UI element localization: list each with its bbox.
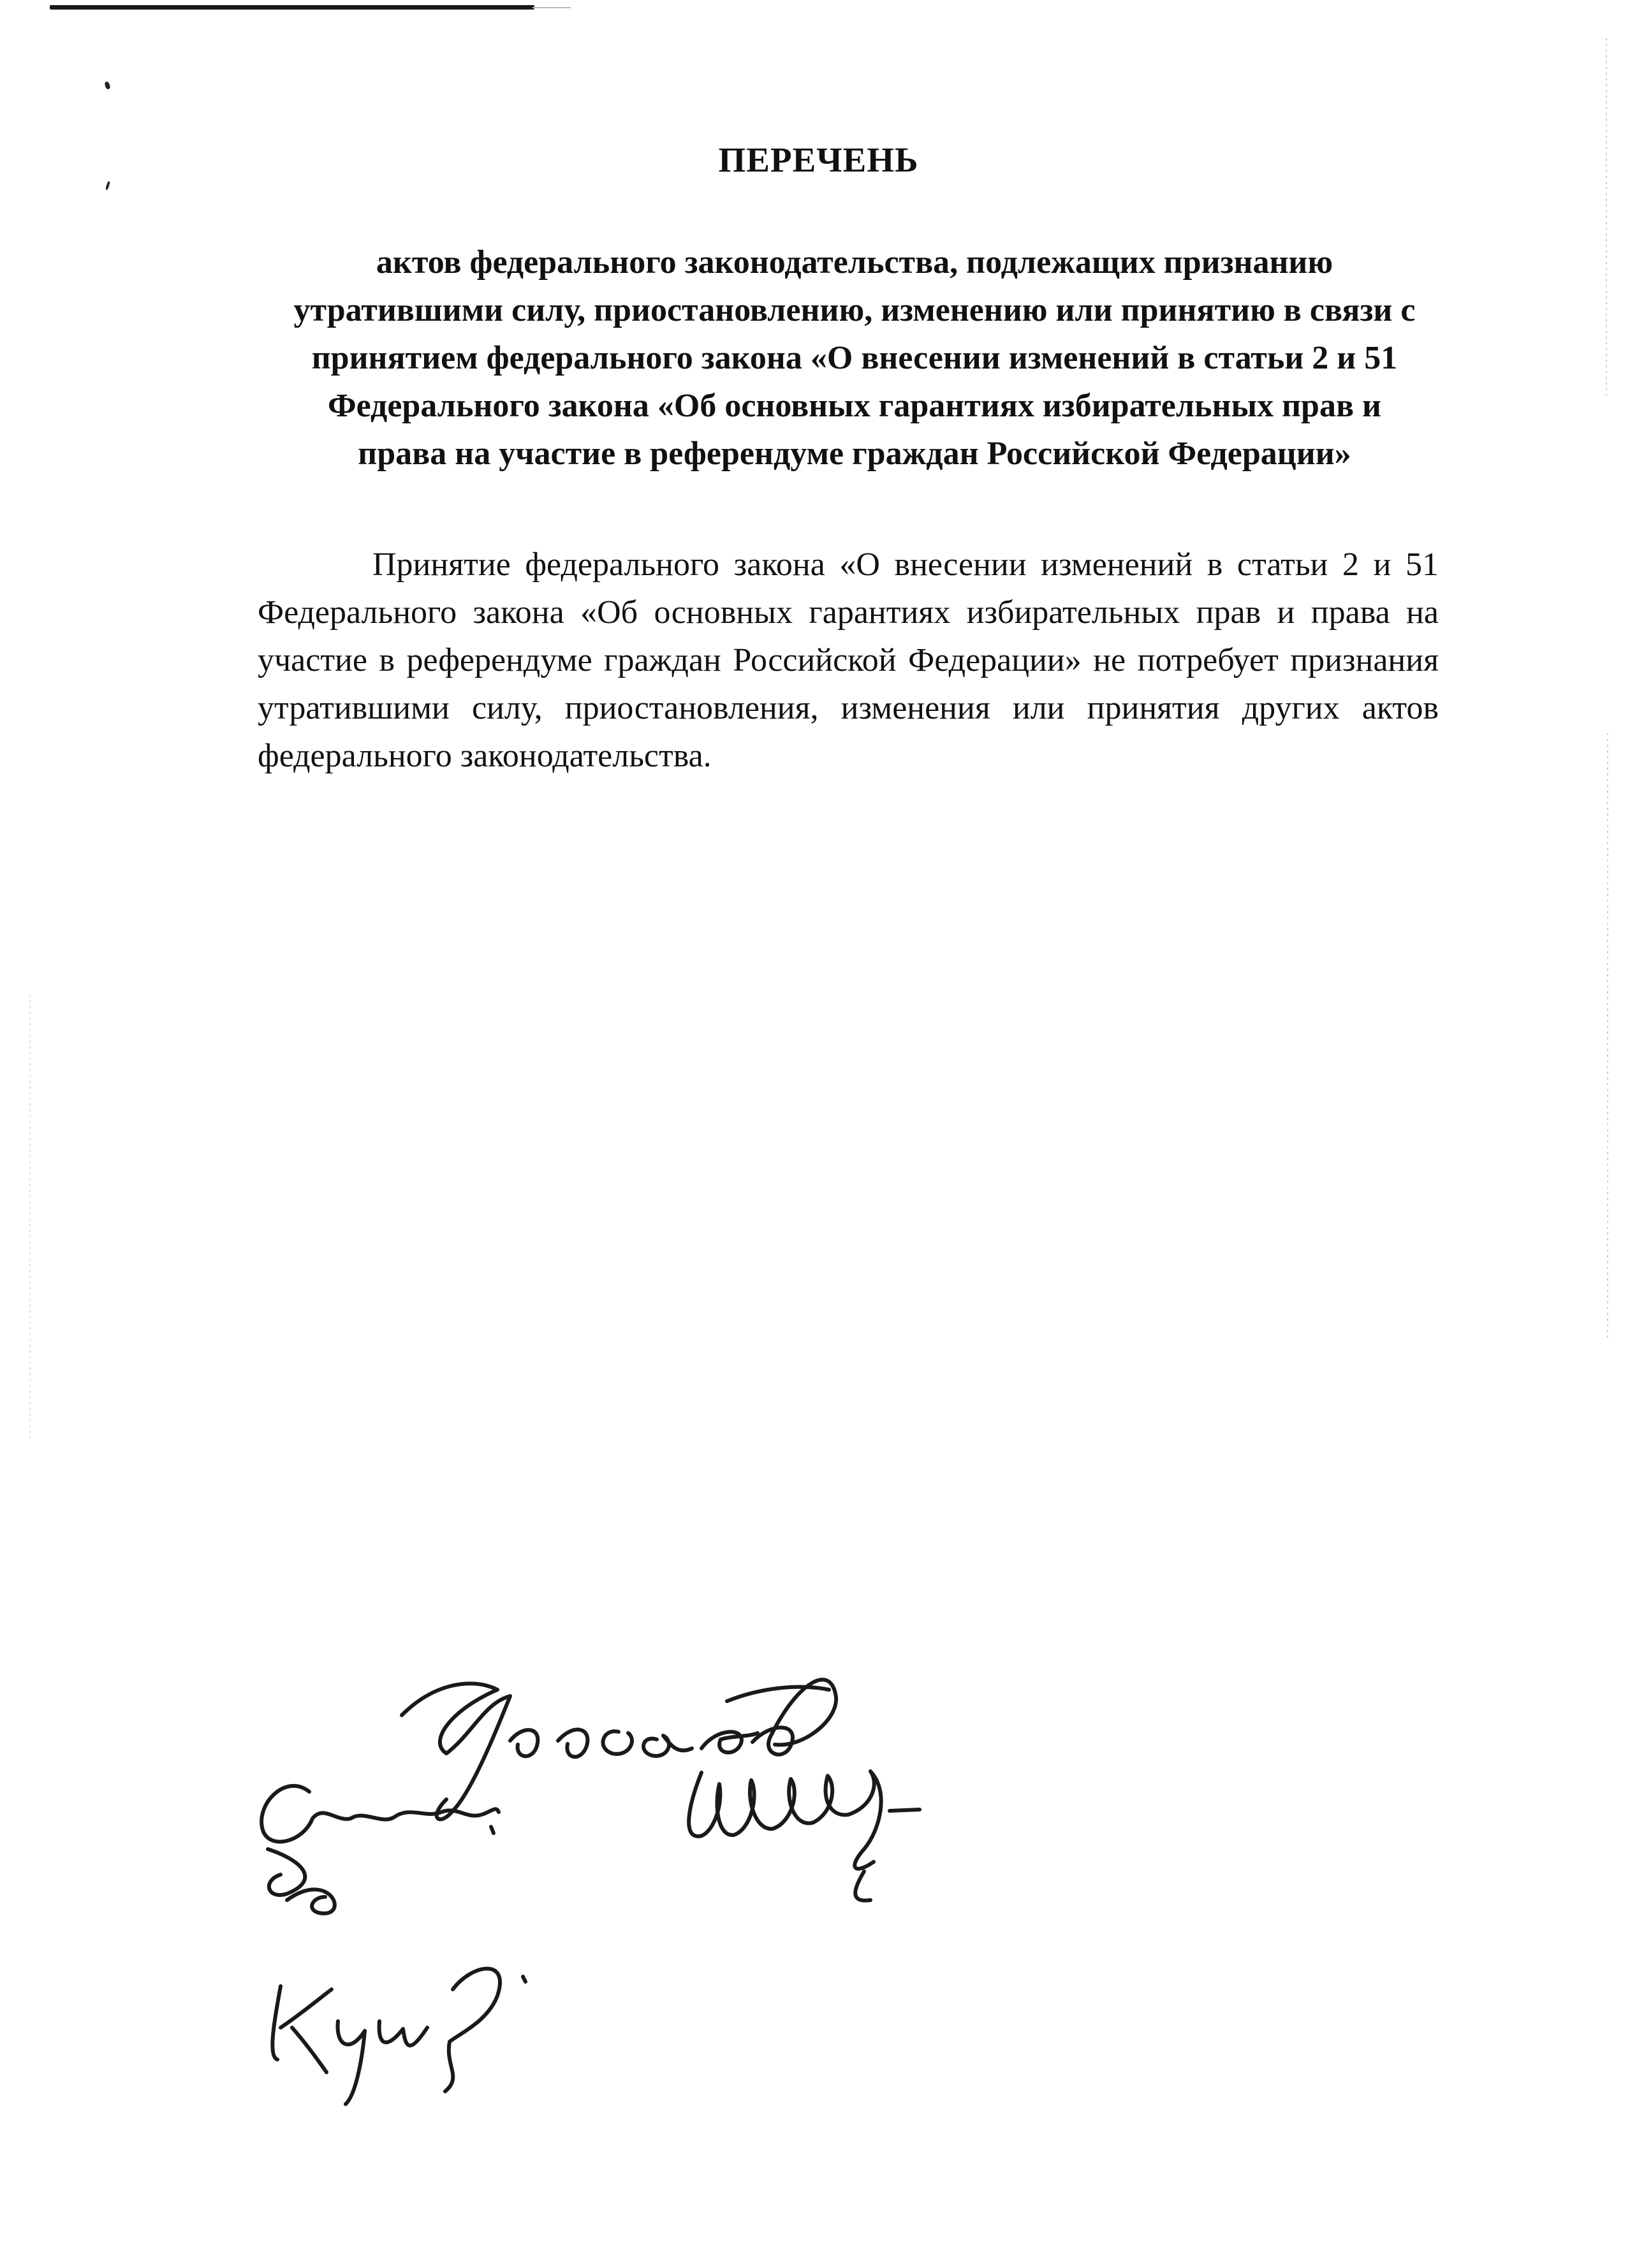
signatures-block <box>242 1581 1046 2155</box>
scan-speck <box>105 181 110 191</box>
subtitle-line: принятием федерального закона «О внесении изменений в статьи 2 и 51 <box>311 340 1398 376</box>
scan-edge-mark <box>29 995 31 1441</box>
subtitle-line: Федерального закона «Об основных гарантиях избирательных прав и <box>327 388 1382 424</box>
signature-3 <box>689 1771 920 1901</box>
scan-speck <box>104 81 111 90</box>
subtitle-line: актов федерального законодательства, подлежащих признанию <box>376 244 1333 281</box>
signature-4 <box>272 1969 525 2105</box>
document-title: ПЕРЕЧЕНЬ <box>718 140 919 179</box>
handwritten-signatures <box>242 1581 1046 2155</box>
document-subtitle <box>255 238 1454 478</box>
subtitle-line: права на участие в референдуме граждан Российской Федерации» <box>358 435 1351 472</box>
scan-edge-mark <box>1606 38 1607 395</box>
document-body: Принятие федерального закона «О внесении изменений в статьи 2 и 51 Федерального закона «Об основных гарантиях избирательных прав и права на участие в референдуме граждан Российской Федерации» не потребует признания утратившими силу, приостановления, изменения или принятия других актов федерального законодательства. <box>258 546 1439 774</box>
subtitle-line: утратившими силу, приостановлению, изменению или принятию в связи с <box>293 292 1416 328</box>
signature-2 <box>261 1786 499 1913</box>
signature-1 <box>402 1679 836 1819</box>
top-scan-rule-tail <box>532 7 571 8</box>
top-scan-rule <box>50 5 534 10</box>
scan-edge-mark <box>1607 733 1608 1339</box>
